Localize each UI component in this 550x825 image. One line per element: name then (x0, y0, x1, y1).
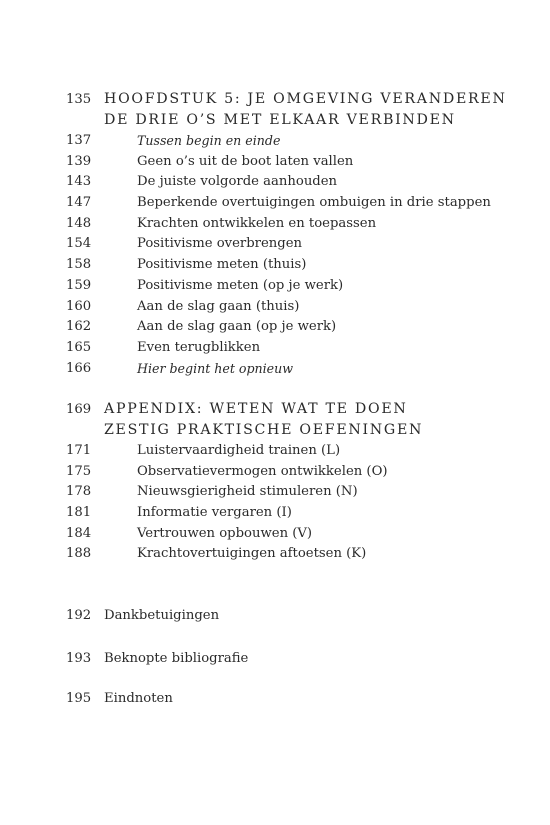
appendix-page-number: 169 (66, 402, 92, 417)
entry-title: Hier begint het opnieuw (137, 360, 294, 376)
entry-title: Dankbetuigingen (104, 608, 220, 623)
toc-entry (0, 297, 550, 318)
appendix-title-line2: ZESTIG PRAKTISCHE OEFENINGEN (104, 422, 424, 438)
entry-title: Beperkende overtuigingen ombuigen in drie stappen (137, 195, 491, 211)
entry-page-number: 193 (66, 651, 92, 666)
entry-title: Krachtovertuigingen aftoetsen (K) (137, 546, 367, 562)
entry-page-number: 184 (66, 525, 92, 541)
toc-entry (0, 131, 550, 152)
toc-entry (0, 214, 550, 235)
toc-entry (0, 482, 550, 503)
entry-page-number: 147 (66, 195, 92, 211)
entry-title: Nieuwsgierigheid stimuleren (N) (137, 484, 358, 500)
appendix-section (0, 399, 550, 565)
chapter5-heading (0, 89, 550, 110)
entry-page-number: 195 (66, 691, 92, 706)
toc-entry (0, 524, 550, 545)
entry-page-number: 162 (66, 319, 92, 335)
entry-title: Tussen begin en einde (137, 133, 281, 148)
entry-page-number: 166 (66, 360, 92, 376)
entry-title: Geen o’s uit de boot laten vallen (137, 153, 354, 169)
entry-page-number: 181 (66, 505, 92, 521)
appendix-title-line1: APPENDIX: WETEN WAT TE DOEN (104, 401, 408, 417)
entry-page-number: 137 (66, 133, 92, 148)
back-matter-acknowledgements (0, 605, 550, 627)
entry-page-number: 192 (66, 608, 92, 623)
entry-title: Positivisme meten (thuis) (137, 257, 307, 273)
entry-title: Beknopte bibliografie (104, 651, 249, 666)
entry-title: Aan de slag gaan (thuis) (137, 298, 300, 314)
toc-entry (0, 317, 550, 338)
entry-page-number: 175 (66, 463, 92, 479)
toc-entry (0, 276, 550, 297)
entry-title: Observatievermogen ontwikkelen (O) (137, 463, 388, 479)
toc-entry (0, 255, 550, 276)
entry-title: Vertrouwen opbouwen (V) (137, 525, 313, 541)
entry-title: De juiste volgorde aanhouden (137, 174, 338, 190)
toc-entry (0, 152, 550, 173)
toc-entry (0, 462, 550, 483)
toc-entry (0, 193, 550, 214)
entry-page-number: 165 (66, 339, 92, 355)
entry-page-number: 143 (66, 174, 92, 190)
toc-entry (0, 234, 550, 255)
entry-title: Positivisme meten (op je werk) (137, 277, 344, 293)
entry-page-number: 148 (66, 215, 92, 231)
entry-page-number: 154 (66, 236, 92, 252)
back-matter-bibliography (0, 648, 550, 670)
toc-entry (0, 441, 550, 462)
toc-entry (0, 544, 550, 565)
appendix-subheading (0, 420, 550, 441)
entry-page-number: 139 (66, 153, 92, 169)
entry-title: Aan de slag gaan (op je werk) (137, 319, 337, 335)
back-matter-endnotes (0, 688, 550, 710)
toc-entry (0, 338, 550, 359)
chapter5-subheading (0, 110, 550, 131)
entry-page-number: 178 (66, 484, 92, 500)
entry-page-number: 171 (66, 443, 92, 458)
appendix-heading (0, 399, 550, 420)
entry-page-number: 159 (66, 277, 92, 293)
toc-entry (0, 503, 550, 524)
toc-entry (0, 359, 550, 380)
entry-title: Even terugblikken (137, 339, 261, 355)
chapter5-page-number: 135 (66, 92, 92, 107)
entry-title: Krachten ontwikkelen en toepassen (137, 215, 377, 231)
chapter5-section (0, 89, 550, 379)
entry-page-number: 158 (66, 257, 92, 273)
chapter5-title-line2: DE DRIE O’S MET ELKAAR VERBINDEN (104, 112, 456, 128)
entry-page-number: 160 (66, 298, 92, 314)
entry-page-number: 188 (66, 546, 92, 562)
entry-title: Informatie vergaren (I) (137, 505, 292, 521)
toc-entry (0, 172, 550, 193)
entry-title: Eindnoten (104, 691, 173, 706)
entry-title: Luistervaardigheid trainen (L) (137, 443, 341, 458)
entry-title: Positivisme overbrengen (137, 236, 302, 252)
chapter5-title-line1: HOOFDSTUK 5: JE OMGEVING VERANDEREN (104, 91, 507, 107)
